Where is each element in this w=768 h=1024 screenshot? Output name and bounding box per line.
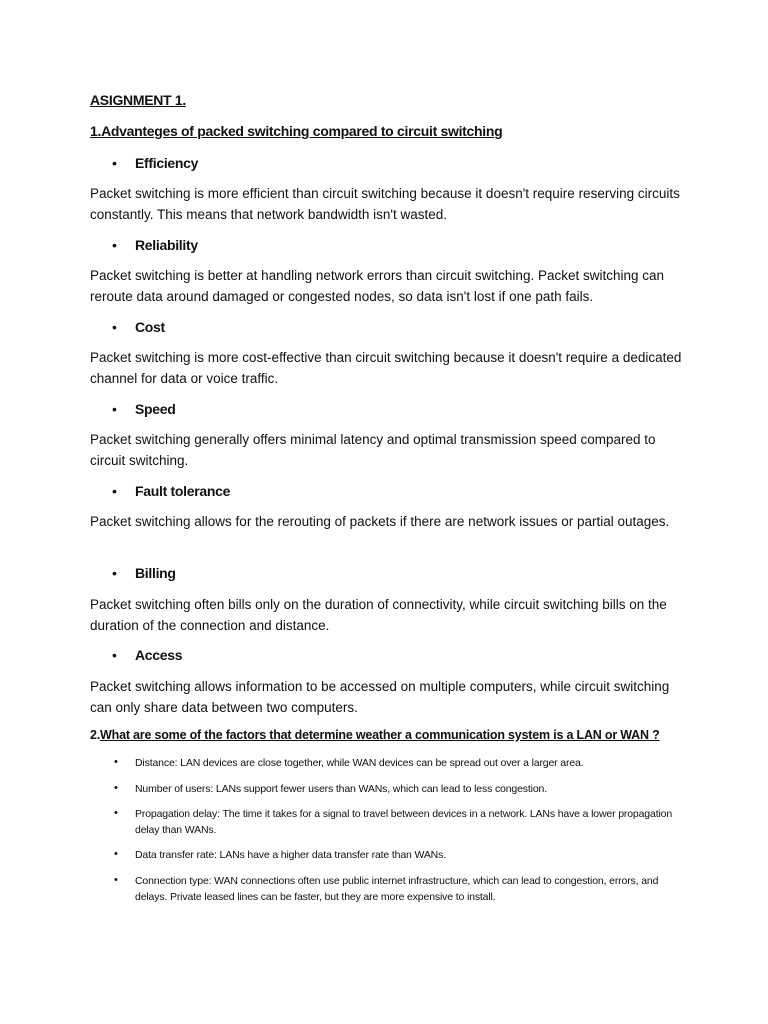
question-1-heading: 1.Advanteges of packed switching compared to circuit switching bbox=[90, 123, 503, 139]
topic-title-billing: Billing bbox=[135, 565, 176, 581]
topic-title-access: Access bbox=[135, 647, 183, 663]
factor-item-data-transfer-rate: Data transfer rate: LANs have a higher data transfer rate than WANs. bbox=[135, 849, 446, 861]
topic-body-billing: Packet switching often bills only on the duration of connectivity, while circuit switching bills on the duration of the connection and distance. bbox=[90, 597, 667, 633]
topic-title-efficiency: Efficiency bbox=[135, 155, 199, 171]
question-2-text: What are some of the factors that determine weather a communication system is a LAN or WAN ? bbox=[100, 728, 660, 742]
bullet-icon: • bbox=[114, 874, 118, 886]
bullet-icon: • bbox=[114, 756, 118, 768]
topic-body-cost: Packet switching is more cost-effective than circuit switching because it doesn't require a dedicated channel for data or voice traffic. bbox=[90, 350, 682, 386]
bullet-icon: • bbox=[112, 647, 117, 663]
topic-title-speed: Speed bbox=[135, 401, 176, 417]
assignment-title: ASIGNMENT 1. bbox=[90, 92, 186, 108]
bullet-icon: • bbox=[114, 782, 118, 794]
bullet-icon: • bbox=[112, 319, 117, 335]
question-2-number: 2. bbox=[90, 728, 101, 742]
topic-body-fault-tolerance: Packet switching allows for the rerouting of packets if there are network issues or partial outages. bbox=[90, 514, 670, 529]
topic-title-fault-tolerance: Fault tolerance bbox=[135, 483, 231, 499]
question-2-heading bbox=[90, 728, 660, 742]
bullet-icon: • bbox=[112, 483, 117, 499]
factor-item-propagation-delay: Propagation delay: The time it takes for a signal to travel between devices in a network. LANs have a lower propagation delay than WANs. bbox=[135, 808, 673, 836]
factor-item-connection-type: Connection type: WAN connections often use public internet infrastructure, which can lead to congestion, errors, and delays. Private leased lines can be faster, but they are more expensive to install. bbox=[135, 875, 659, 903]
bullet-icon: • bbox=[114, 848, 118, 860]
topic-title-reliability: Reliability bbox=[135, 237, 198, 253]
topic-title-cost: Cost bbox=[135, 319, 165, 335]
bullet-icon: • bbox=[114, 807, 118, 819]
topic-body-reliability: Packet switching is better at handling network errors than circuit switching. Packet switching can reroute data around damaged or congested nodes, so data isn't lost if one path fails. bbox=[90, 268, 665, 304]
topic-body-efficiency: Packet switching is more efficient than circuit switching because it doesn't require reserving circuits constantly. This means that network bandwidth isn't wasted. bbox=[90, 186, 680, 222]
bullet-icon: • bbox=[112, 237, 117, 253]
topic-body-access: Packet switching allows information to be accessed on multiple computers, while circuit switching can only share data between two computers. bbox=[90, 679, 670, 715]
bullet-icon: • bbox=[112, 155, 117, 171]
topic-body-speed: Packet switching generally offers minimal latency and optimal transmission speed compared to circuit switching. bbox=[90, 432, 656, 468]
factor-item-distance: Distance: LAN devices are close together, while WAN devices can be spread out over a larger area. bbox=[135, 757, 584, 769]
bullet-icon: • bbox=[112, 401, 117, 417]
factor-item-number-of-users: Number of users: LANs support fewer users than WANs, which can lead to less congestion. bbox=[135, 783, 548, 795]
bullet-icon: • bbox=[112, 565, 117, 581]
